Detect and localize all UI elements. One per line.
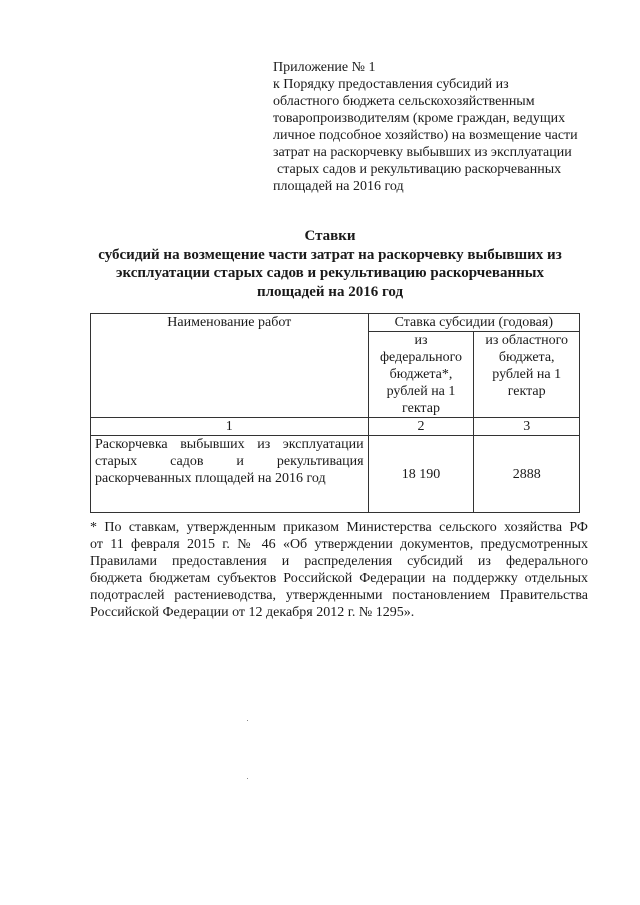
appendix-line: старых садов и рекультивацию раскорчеванных [277, 162, 562, 177]
appendix-line: затрат на раскорчевку выбывших из эксплуатации [273, 145, 572, 160]
appendix-line: областного бюджета сельскохозяйственным [273, 94, 535, 109]
column-number: 2 [368, 418, 474, 436]
appendix-header [273, 59, 603, 195]
column-number: 3 [474, 418, 580, 436]
footnote-line: от 11 февраля 2015 г. № 46 «Об утверждении документов, предусмотренных [90, 537, 588, 552]
header-federal: из федерального бюджета*, рублей на 1 гектар [368, 332, 474, 418]
scan-speck [247, 720, 248, 721]
appendix-line: к Порядку предоставления субсидий из [273, 77, 509, 92]
appendix-line: личное подсобное хозяйство) на возмещение части [273, 128, 578, 143]
header-regional: из областного бюджета, рублей на 1 гектар [474, 332, 580, 418]
footnote-line: Российской Федерации от 12 декабря 2012 г. № 1295». [90, 605, 415, 620]
footnote-line: бюджета бюджетам субъектов Российской Федерации на поддержку отдельных [90, 571, 588, 586]
document-title [80, 227, 580, 301]
footnote-line: подотраслей растениеводства, утвержденными постановлением Правительства [90, 588, 588, 603]
appendix-line: площадей на 2016 год [273, 179, 404, 194]
regional-rate-value: 2888 [474, 436, 580, 513]
title-line: субсидий на возмещение части затрат на раскорчевку выбывших из [98, 246, 562, 263]
footnote [90, 519, 588, 621]
header-work-name: Наименование работ [91, 314, 369, 418]
header-rate: Ставка субсидии (годовая) [368, 314, 579, 332]
footnote-line: * По ставкам, утвержденным приказом Министерства сельского хозяйства РФ [90, 520, 588, 535]
footnote-line: Правилами предоставления и распределения субсидий из федерального [90, 554, 588, 569]
title-line: площадей на 2016 год [256, 283, 404, 300]
appendix-line: товаропроизводителям (кроме граждан, ведущих [273, 111, 566, 126]
rates-table [90, 313, 580, 513]
federal-rate-value: 18 190 [368, 436, 474, 513]
scan-speck [247, 778, 248, 779]
title-line: Ставки [304, 228, 356, 244]
appendix-line: Приложение № 1 [273, 60, 376, 75]
column-number: 1 [91, 418, 369, 436]
title-line: эксплуатации старых садов и рекультивацию раскорчеванных [116, 265, 544, 281]
work-description: Раскорчевка выбывших из эксплуатации старых садов и рекультивация раскорчеванных площадей на 2016 год [91, 436, 369, 513]
